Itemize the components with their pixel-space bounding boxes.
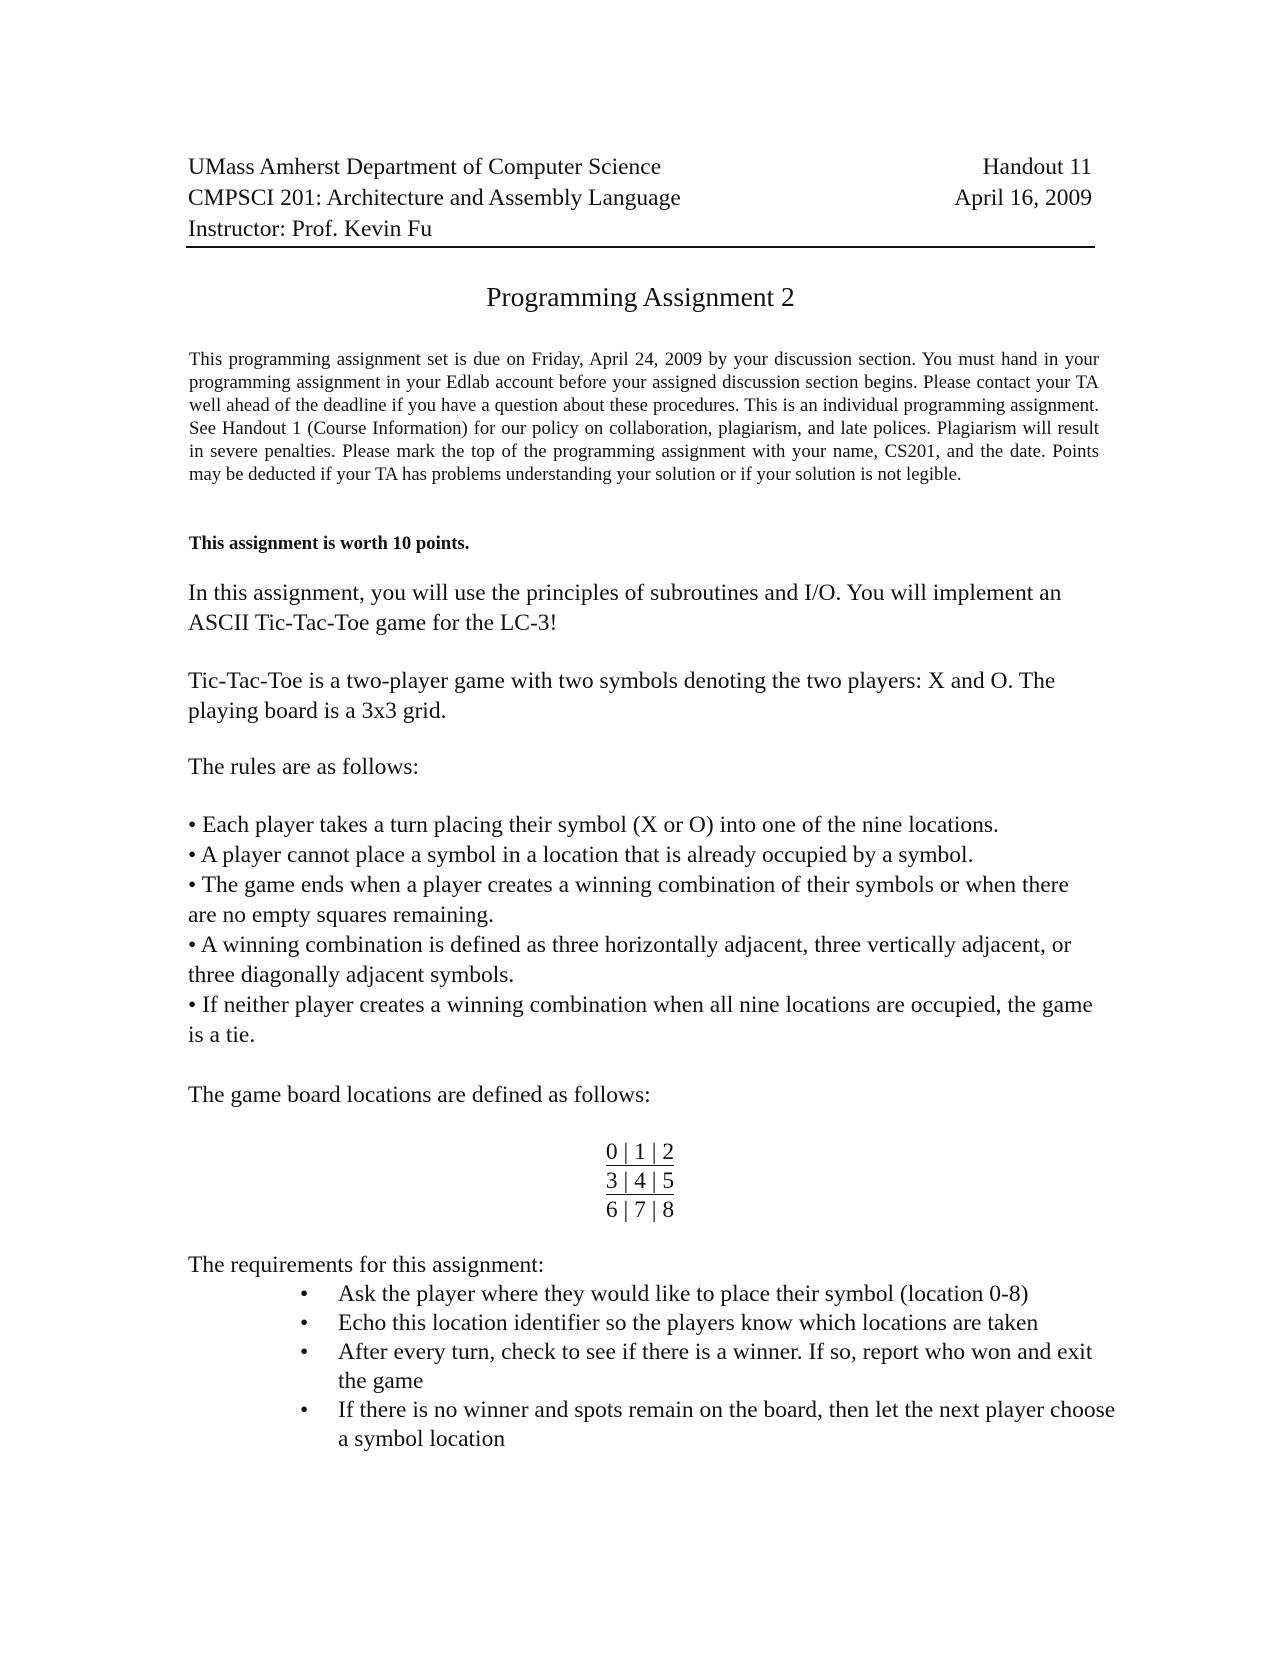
- requirement-text: Echo this location identifier so the players know which locations are taken: [338, 1310, 1039, 1336]
- requirement-text: Ask the player where they would like to place their symbol (location 0-8): [338, 1281, 1029, 1307]
- rules-list: [188, 810, 1098, 1050]
- board-diagram: [560, 1138, 720, 1225]
- header: [188, 152, 1092, 245]
- page-title: Programming Assignment 2: [486, 281, 795, 312]
- rules-heading: The rules are as follows:: [188, 754, 420, 780]
- course-line: CMPSCI 201: Architecture and Assembly Language: [188, 185, 681, 211]
- handout-date: April 16, 2009: [954, 185, 1092, 211]
- bullet-icon: •: [300, 1281, 309, 1307]
- department-line: UMass Amherst Department of Computer Science: [188, 154, 662, 180]
- board-row-text: 6 | 7 | 8: [605, 1197, 675, 1223]
- rule-item: • Each player takes a turn placing their symbol (X or O) into one of the nine locations.: [188, 812, 999, 838]
- header-row-2: [188, 183, 1092, 214]
- board-row-text: 0 | 1 | 2: [605, 1139, 675, 1165]
- board-row: [560, 1138, 720, 1167]
- requirement-item: [296, 1338, 1116, 1396]
- rule-item: • A winning combination is defined as three horizontally adjacent, three vertically adjacent, or three diagonally adjacent symbols.: [188, 932, 1072, 988]
- game-description: Tic-Tac-Toe is a two-player game with two symbols denoting the two players: X and O. The playing board is a 3x3 grid.: [188, 668, 1056, 724]
- board-row: [560, 1196, 720, 1225]
- rule-item: • If neither player creates a winning combination when all nine locations are occupied, the game is a tie.: [188, 992, 1093, 1048]
- instructor-line: Instructor: Prof. Kevin Fu: [188, 216, 433, 242]
- rule-item: • The game ends when a player creates a winning combination of their symbols or when there are no empty squares remaining.: [188, 872, 1069, 928]
- board-row-text: 3 | 4 | 5: [605, 1168, 675, 1194]
- board-heading: The game board locations are defined as follows:: [188, 1082, 651, 1108]
- requirement-item: [296, 1280, 1116, 1309]
- header-divider: [186, 246, 1095, 248]
- assignment-overview: In this assignment, you will use the principles of subroutines and I/O. You will implement an ASCII Tic-Tac-Toe game for the LC-3!: [188, 580, 1062, 636]
- header-row-1: [188, 152, 1092, 183]
- requirements-heading: The requirements for this assignment:: [188, 1252, 545, 1278]
- bullet-icon: •: [300, 1339, 309, 1365]
- rule-item: • A player cannot place a symbol in a location that is already occupied by a symbol.: [188, 842, 974, 868]
- bullet-icon: •: [300, 1397, 309, 1423]
- header-row-3: [188, 214, 1092, 245]
- handout-number: Handout 11: [982, 154, 1092, 180]
- requirement-item: [296, 1396, 1116, 1454]
- bullet-icon: •: [300, 1310, 309, 1336]
- requirement-text: If there is no winner and spots remain on the board, then let the next player choose a symbol location: [338, 1397, 1116, 1452]
- requirement-item: [296, 1309, 1116, 1338]
- intro-paragraph: This programming assignment set is due on Friday, April 24, 2009 by your discussion section. You must hand in your programming assignment in your Edlab account before your assigned discussion section begins. Please contact your TA well ahead of the deadline if you have a question about these procedures. This is an individual programming assignment. See Handout 1 (Course Information) for our policy on collaboration, plagiarism, and late polices. Plagiarism will result in severe penalties. Please mark the top of the programming assignment with your name, CS201, and the date. Points may be deducted if your TA has problems understanding your solution or if your solution is not legible.: [189, 349, 1099, 485]
- requirement-text: After every turn, check to see if there is a winner. If so, report who won and exit the game: [338, 1339, 1093, 1394]
- board-row: [560, 1167, 720, 1196]
- requirements-list: [296, 1280, 1116, 1454]
- points-statement: This assignment is worth 10 points.: [189, 533, 470, 554]
